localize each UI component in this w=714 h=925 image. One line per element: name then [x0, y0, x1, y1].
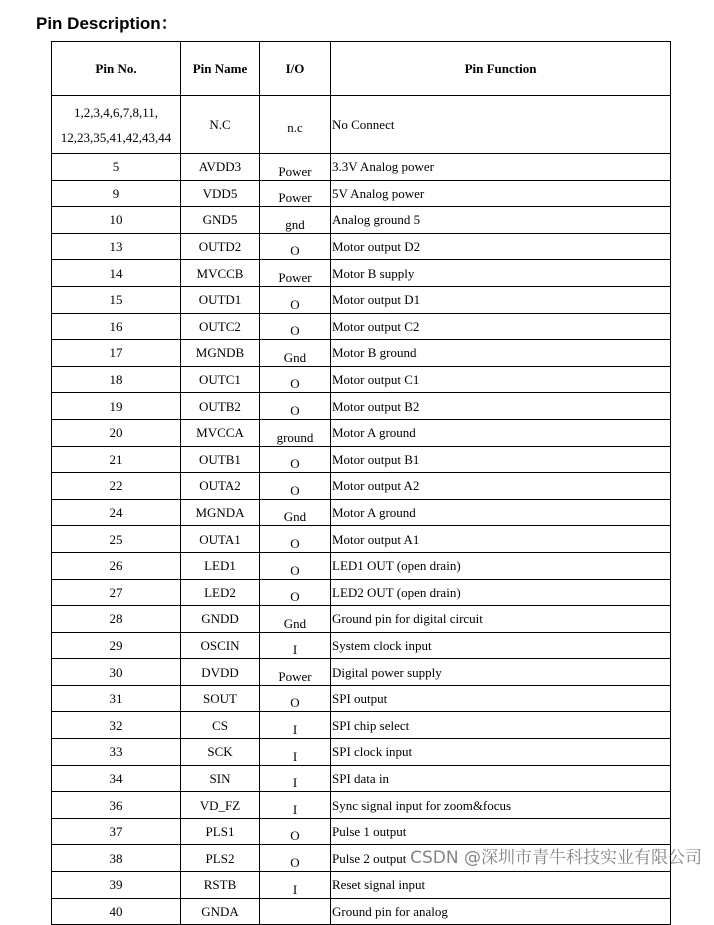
io-cell: O: [260, 233, 331, 260]
pin-name-cell: GNDA: [181, 898, 260, 925]
io-cell: Gnd: [260, 499, 331, 526]
io-cell: I: [260, 632, 331, 659]
pin-function-cell: Motor A ground: [331, 419, 671, 446]
pin-no-cell: 15: [52, 286, 181, 313]
pin-function-cell: Motor output A1: [331, 526, 671, 553]
page-title: Pin Description：: [36, 14, 178, 33]
pin-name-cell: PLS2: [181, 845, 260, 872]
io-cell: Gnd: [260, 340, 331, 367]
pin-no-cell: 33: [52, 739, 181, 766]
pin-name-cell: N.C: [181, 96, 260, 154]
pin-no-cell: 14: [52, 260, 181, 287]
pin-name-cell: OUTD2: [181, 233, 260, 260]
table-row: [52, 313, 671, 340]
table-row: [52, 499, 671, 526]
pin-name-cell: VD_FZ: [181, 792, 260, 819]
pin-function-cell: No Connect: [331, 96, 671, 154]
pin-name-cell: LED2: [181, 579, 260, 606]
pin-name-cell: OUTC1: [181, 366, 260, 393]
header-pin-name: Pin Name: [181, 42, 260, 96]
pin-no-cell: 1,2,3,4,6,7,8,11, 12,23,35,41,42,43,44: [52, 96, 181, 154]
table-row: [52, 685, 671, 712]
pin-no-cell: 25: [52, 526, 181, 553]
table-row: [52, 632, 671, 659]
table-row: [52, 792, 671, 819]
table-row: [52, 180, 671, 207]
table-row: [52, 340, 671, 367]
table-row: [52, 898, 671, 925]
header-pin-function: Pin Function: [331, 42, 671, 96]
pin-no-cell: 39: [52, 872, 181, 899]
table-row: [52, 739, 671, 766]
table-row: [52, 260, 671, 287]
pin-description-table: [51, 41, 671, 925]
table-row: [52, 366, 671, 393]
pin-no-cell: 34: [52, 765, 181, 792]
pin-name-cell: MGNDA: [181, 499, 260, 526]
pin-name-cell: MVCCB: [181, 260, 260, 287]
pin-name-cell: MVCCA: [181, 419, 260, 446]
pin-function-cell: Motor output A2: [331, 473, 671, 500]
io-cell: O: [260, 685, 331, 712]
pin-function-cell: 5V Analog power: [331, 180, 671, 207]
io-cell: O: [260, 818, 331, 845]
pin-name-cell: RSTB: [181, 872, 260, 899]
pin-name-cell: OUTA1: [181, 526, 260, 553]
pin-name-cell: DVDD: [181, 659, 260, 686]
pin-function-cell: Digital power supply: [331, 659, 671, 686]
io-cell: O: [260, 845, 331, 872]
pin-function-cell: Pulse 2 output: [331, 845, 671, 872]
pin-name-cell: OUTB1: [181, 446, 260, 473]
pin-no-cell: 18: [52, 366, 181, 393]
pin-no-cell: 17: [52, 340, 181, 367]
header-io: I/O: [260, 42, 331, 96]
pin-function-cell: Ground pin for analog: [331, 898, 671, 925]
pin-function-cell: SPI clock input: [331, 739, 671, 766]
pin-no-cell: 28: [52, 606, 181, 633]
io-cell: n.c: [260, 96, 331, 154]
pin-no-cell: 19: [52, 393, 181, 420]
table-body: [52, 96, 671, 925]
io-cell: O: [260, 393, 331, 420]
io-cell: I: [260, 872, 331, 899]
io-cell: [260, 898, 331, 925]
watermark: CSDN @深圳市青牛科技实业有限公司: [410, 848, 702, 868]
pin-function-cell: Analog ground 5: [331, 207, 671, 234]
pin-function-cell: Motor output B2: [331, 393, 671, 420]
io-cell: I: [260, 792, 331, 819]
pin-name-cell: CS: [181, 712, 260, 739]
io-cell: I: [260, 765, 331, 792]
pin-function-cell: Motor B ground: [331, 340, 671, 367]
pin-no-cell: 30: [52, 659, 181, 686]
pin-name-cell: OUTB2: [181, 393, 260, 420]
pin-function-cell: Motor A ground: [331, 499, 671, 526]
pin-no-cell: 10: [52, 207, 181, 234]
pin-name-cell: OUTC2: [181, 313, 260, 340]
table-row: [52, 872, 671, 899]
pin-function-cell: Motor output D2: [331, 233, 671, 260]
table-row: [52, 393, 671, 420]
pin-name-cell: AVDD3: [181, 154, 260, 181]
io-cell: O: [260, 446, 331, 473]
pin-function-cell: SPI data in: [331, 765, 671, 792]
table-row: [52, 419, 671, 446]
table-row: [52, 579, 671, 606]
pin-name-cell: OUTA2: [181, 473, 260, 500]
pin-name-cell: SIN: [181, 765, 260, 792]
io-cell: Power: [260, 154, 331, 181]
pin-no-cell: 13: [52, 233, 181, 260]
table-row: [52, 154, 671, 181]
pin-name-cell: OSCIN: [181, 632, 260, 659]
pin-function-cell: SPI output: [331, 685, 671, 712]
pin-function-cell: Reset signal input: [331, 872, 671, 899]
io-cell: ground: [260, 419, 331, 446]
pin-function-cell: Motor output D1: [331, 286, 671, 313]
table-row: [52, 712, 671, 739]
pin-name-cell: SOUT: [181, 685, 260, 712]
pin-function-cell: Ground pin for digital circuit: [331, 606, 671, 633]
pin-no-cell: 29: [52, 632, 181, 659]
io-cell: O: [260, 552, 331, 579]
pin-function-cell: Motor B supply: [331, 260, 671, 287]
pin-function-cell: LED2 OUT (open drain): [331, 579, 671, 606]
pin-no-cell: 21: [52, 446, 181, 473]
pin-function-cell: Pulse 1 output: [331, 818, 671, 845]
header-pin-no: Pin No.: [52, 42, 181, 96]
pin-name-cell: LED1: [181, 552, 260, 579]
io-cell: O: [260, 579, 331, 606]
io-cell: O: [260, 526, 331, 553]
table-row: [52, 818, 671, 845]
pin-name-cell: PLS1: [181, 818, 260, 845]
table-row: [52, 286, 671, 313]
pin-function-cell: SPI chip select: [331, 712, 671, 739]
pin-function-cell: Motor output C2: [331, 313, 671, 340]
pin-no-cell: 20: [52, 419, 181, 446]
pin-no-cell: 32: [52, 712, 181, 739]
pin-no-cell: 5: [52, 154, 181, 181]
table-row: [52, 207, 671, 234]
io-cell: Gnd: [260, 606, 331, 633]
table-row: [52, 473, 671, 500]
io-cell: I: [260, 739, 331, 766]
pin-name-cell: GND5: [181, 207, 260, 234]
pin-no-cell: 26: [52, 552, 181, 579]
pin-name-cell: MGNDB: [181, 340, 260, 367]
table-header-row: [52, 42, 671, 96]
io-cell: O: [260, 473, 331, 500]
io-cell: Power: [260, 180, 331, 207]
pin-function-cell: Motor output C1: [331, 366, 671, 393]
table-row: [52, 526, 671, 553]
pin-no-cell: 9: [52, 180, 181, 207]
io-cell: O: [260, 286, 331, 313]
table-row: [52, 96, 671, 154]
table-row: [52, 765, 671, 792]
io-cell: O: [260, 366, 331, 393]
pin-no-cell: 36: [52, 792, 181, 819]
table-row: [52, 659, 671, 686]
table-row: [52, 233, 671, 260]
pin-function-cell: Motor output B1: [331, 446, 671, 473]
pin-function-cell: 3.3V Analog power: [331, 154, 671, 181]
pin-name-cell: OUTD1: [181, 286, 260, 313]
pin-function-cell: LED1 OUT (open drain): [331, 552, 671, 579]
pin-no-cell: 38: [52, 845, 181, 872]
pin-no-cell: 37: [52, 818, 181, 845]
pin-no-cell: 22: [52, 473, 181, 500]
pin-no-cell: 31: [52, 685, 181, 712]
table-row: [52, 552, 671, 579]
io-cell: Power: [260, 260, 331, 287]
io-cell: I: [260, 712, 331, 739]
pin-no-cell: 24: [52, 499, 181, 526]
io-cell: gnd: [260, 207, 331, 234]
table-row: [52, 606, 671, 633]
io-cell: Power: [260, 659, 331, 686]
pin-function-cell: Sync signal input for zoom&focus: [331, 792, 671, 819]
pin-no-cell: 27: [52, 579, 181, 606]
pin-no-cell: 40: [52, 898, 181, 925]
io-cell: O: [260, 313, 331, 340]
pin-no-cell: 16: [52, 313, 181, 340]
table-row: [52, 446, 671, 473]
pin-name-cell: GNDD: [181, 606, 260, 633]
pin-function-cell: System clock input: [331, 632, 671, 659]
pin-name-cell: SCK: [181, 739, 260, 766]
pin-name-cell: VDD5: [181, 180, 260, 207]
